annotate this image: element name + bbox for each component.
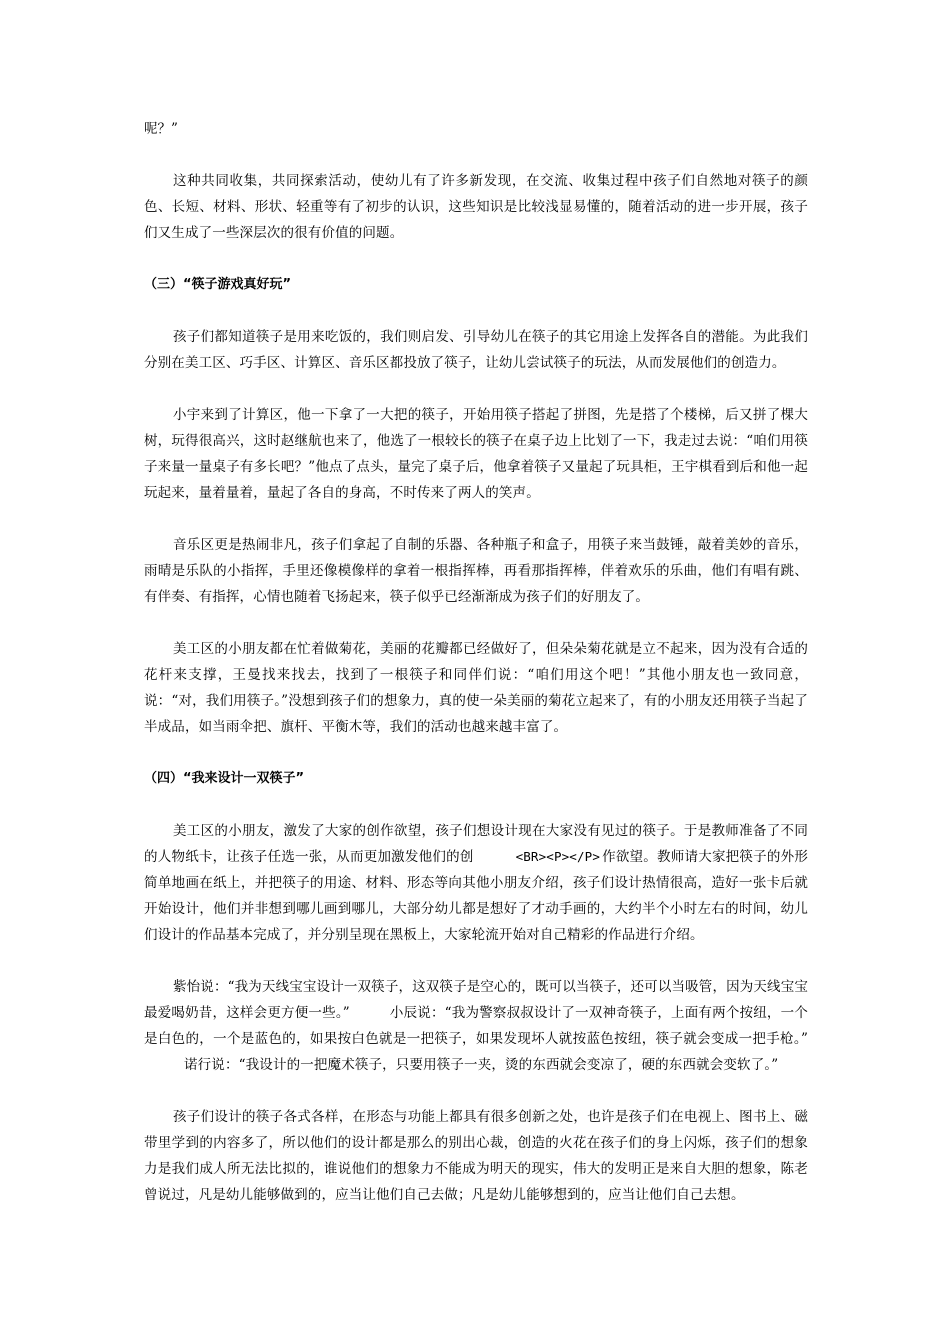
section-heading-4: （四）“我来设计一双筷子” (144, 771, 305, 786)
paragraph-conclusion: 孩子们设计的筷子各式各样，在形态与功能上都具有很多创新之处，也许是孩子们在电视上、图书上、磁带里学到的内容多了，所以他们的设计都是那么的别出心裁，创造的火花在孩子们的身上闪烁，孩子们的想象力是我们成人所无法比拟的，谁说他们的想象力不能成为明天的现实，伟大的发明正是来自大胆的想象，陈老曾说过，凡是幼儿能够做到的，应当让他们自己去做；凡是幼儿能够想到的，应当让他们自己去想。 (144, 1109, 808, 1203)
document-body (144, 116, 808, 1208)
quote-nuoxing: 诺行说：“我设计的一把魔术筷子，只要用筷子一夹，烫的东西就会变凉了，硬的东西就会变软了。” (184, 1057, 779, 1073)
paragraph-math-area: 小宇来到了计算区，他一下拿了一大把的筷子，开始用筷子搭起了拼图，先是搭了个楼梯，后又拼了棵大树，玩得很高兴，这时赵继航也来了，他选了一根较长的筷子在桌子边上比划了一下，我走过去说：“咱们用筷子来量一量桌子有多长吧？”他点了点头，量完了桌子后，他拿着筷子又量起了玩具柜，王宇棋看到后和他一起玩起来，量着量着，量起了各自的身高，不时传来了两人的笑声。 (144, 407, 808, 501)
quote-xiaochen: 小辰说：“我为警察叔叔设计了一双神奇筷子，上面有两个按纽，一个是白色的，一个是蓝色的，如果按白色就是一把筷子，如果发现坏人就按蓝色按纽，筷子就会变成一把手枪。” (144, 1005, 808, 1047)
paragraph-collection-activity: 这种共同收集，共同探索活动，使幼儿有了许多新发现，在交流、收集过程中孩子们自然地对筷子的颜色、长短、材料、形状、轻重等有了初步的认识，这些知识是比较浅显易懂的，随着活动的进一步开展，孩子们又生成了一些深层次的很有价值的问题。 (144, 173, 808, 241)
html-tag-artifact: <BR><P></P> (515, 849, 601, 864)
quote-ziyi: 紫怡说：“我为天线宝宝设计一双筷子，这双筷子是空心的，既可以当筷子，还可以当吸管，因为天线宝宝最爱喝奶昔，这样会更方便一些。” (144, 979, 808, 1021)
paragraph-design-part-1: 美工区的小朋友，激发了大家的创作欲望，孩子们想设计现在大家没有见过的筷子。于是教师准备了不同的人物纸卡，让孩子任选一张，从而更加激发他们的创 (144, 823, 808, 865)
paragraph-continuation: 呢？” (144, 121, 178, 137)
paragraph-art-area: 美工区的小朋友都在忙着做菊花，美丽的花瓣都已经做好了，但朵朵菊花就是立不起来，因为没有合适的花杆来支撑，王曼找来找去，找到了一根筷子和同伴们说：“咱们用这个吧！”其他小朋友也一致同意，说：“对，我们用筷子。”没想到孩子们的想象力，真的使一朵美丽的菊花立起来了，有的小朋友还用筷子当起了半成品，如当雨伞把、旗杆、平衡木等，我们的活动也越来越丰富了。 (144, 641, 808, 735)
paragraph-music-area: 音乐区更是热闹非凡，孩子们拿起了自制的乐器、各种瓶子和盒子，用筷子来当鼓锤，敲着美妙的音乐，雨晴是乐队的小指挥，手里还像模像样的拿着一根指挥棒，再看那指挥棒，伴着欢乐的乐曲，他们有唱有跳、有伴奏、有指挥，心情也随着飞扬起来，筷子似乎已经渐渐成为孩子们的好朋友了。 (144, 537, 808, 605)
paragraph-children-quotes (144, 974, 808, 1078)
paragraph-design-activity (144, 818, 808, 948)
paragraph-design-part-2: 作欲望。教师请大家把筷子的外形简单地画在纸上，并把筷子的用途、材料、形态等向其他小朋友介绍，孩子们设计热情很高，造好一张卡后就开始设计，他们并非想到哪儿画到哪儿，大部分幼儿都是想好了才动手画的，大约半个小时左右的时间，幼儿们设计的作品基本完成了，并分别呈现在黑板上，大家轮流开始对自己精彩的作品进行介绍。 (144, 849, 808, 943)
section-heading-3: （三）“筷子游戏真好玩” (144, 277, 292, 292)
paragraph-chopstick-uses: 孩子们都知道筷子是用来吃饭的，我们则启发、引导幼儿在筷子的其它用途上发挥各自的潜能。为此我们分别在美工区、巧手区、计算区、音乐区都投放了筷子，让幼儿尝试筷子的玩法，从而发展他们的创造力。 (144, 329, 808, 371)
